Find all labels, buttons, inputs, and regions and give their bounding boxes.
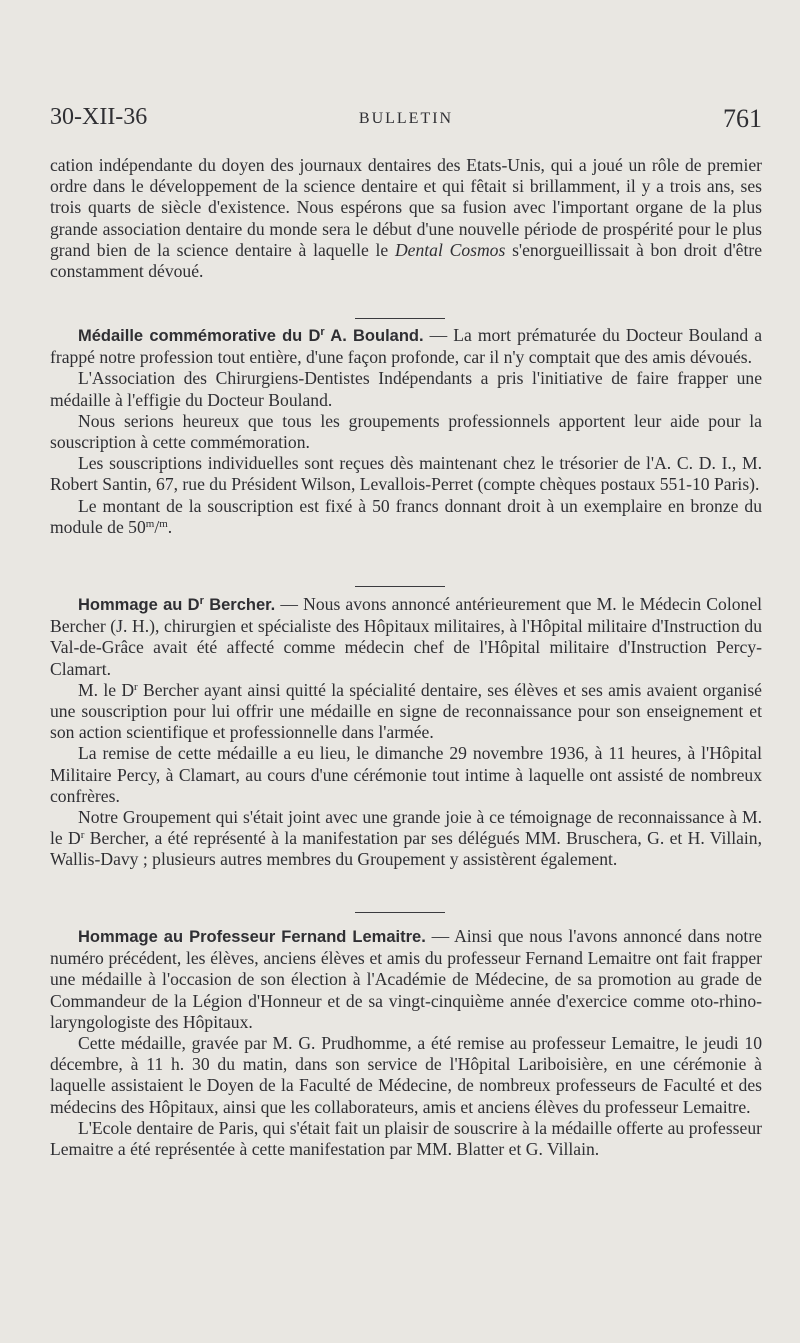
section-divider (355, 912, 445, 913)
section-heading: Médaille commémorative du $D^r$ A. Bouland. (78, 326, 424, 345)
section-paragraph: L'Ecole dentaire de Paris, qui s'était fait un plaisir de souscrire à la médaille offerte au professeur Lemaitre a été représentée à cette manifestation par MM. Blatter et G. Villain. (50, 1117, 762, 1160)
section-paragraph: M. le $D^r$ Bercher ayant ainsi quitté la spécialité dentaire, ses élèves et ses amis avaient organisé une souscription pour lui offrir une médaille en signe de reconnaissance pour son enseignement et son action scientifique et professionnelle dans l'armée. (50, 679, 762, 743)
section-bercher (50, 594, 762, 871)
section-paragraph: La remise de cette médaille a eu lieu, le dimanche 29 novembre 1936, à 11 heures, à l'Hôpital Militaire Percy, à Clamart, au cours d'une cérémonie tout intime à laquelle ont assisté de nombreux confrères. (50, 743, 762, 806)
section-paragraph: Notre Groupement qui s'était joint avec une grande joie à ce témoignage de reconnaissance à M. le $D^r$ Bercher, a été représenté à la manifestation par ses délégués MM. Bruschera, G. et H. Villain, Wallis-Davy ; plusieurs autres membres du Groupement y assistèrent également. (50, 807, 762, 870)
intro-paragraph: cation indépendante du doyen des journaux dentaires des Etats-Unis, qui a joué un rôle de premier ordre dans le développement de la science dentaire et qui fêtait si brillamment, il y a trois ans, ses trois quarts de siècle d'existence. Nous espérons que sa fusion avec l'important organe de la plus grande association dentaire du monde sera le début d'une nouvelle période de prospérité pour le plus grand bien de la science dentaire à laquelle le Dental Cosmos s'enorgueillissait à bon droit d'être constamment dévoué. (50, 155, 762, 282)
intro-section (50, 155, 762, 282)
section-paragraph: Hommage au Professeur Fernand Lemaitre. — Ainsi que nous l'avons annoncé dans notre numéro précédent, les élèves, anciens élèves et amis du professeur Fernand Lemaitre ont fait frapper une médaille à l'occasion de son élection à l'Académie de Médecine, de sa promotion au grade de Commandeur de la Légion d'Honneur et de sa vingt-cinquième année d'exercice comme oto-rhino-laryngologiste des Hôpitaux. (50, 926, 762, 1032)
issue-date: 30-XII-36 (50, 104, 148, 130)
section-heading: Hommage au $D^r$ Bercher. (78, 595, 276, 614)
section-divider (355, 586, 445, 587)
section-paragraph: Nous serions heureux que tous les groupements professionnels apportent leur aide pour la souscription à cette commémoration. (50, 410, 762, 453)
section-lemaitre (50, 926, 762, 1160)
journal-name: Dental Cosmos (394, 239, 506, 260)
section-paragraph: Le montant de la souscription est fixé à 50 francs donnant droit à un exemplaire en bronze du module de 50$^m$/$^m$. (50, 495, 762, 537)
page-number: 761 (723, 104, 762, 133)
running-header (50, 104, 762, 136)
section-paragraph: Médaille commémorative du $D^r$ A. Bouland. — La mort prématurée du Docteur Bouland a frappé notre profession tout entière, d'une façon profonde, car il n'y comptait que des amis dévoués. (50, 325, 762, 368)
section-paragraph: Les souscriptions individuelles sont reçues dès maintenant chez le trésorier de l'A. C. D. I., M. Robert Santin, 67, rue du Président Wilson, Levallois-Perret (compte chèques postaux 551-10 Paris). (50, 453, 762, 495)
section-paragraph: Cette médaille, gravée par M. G. Prudhomme, a été remise au professeur Lemaitre, le jeudi 10 décembre, à 11 h. 30 du matin, dans son service de l'Hôpital Lariboisière, en une cérémonie à laquelle assistaient le Doyen de la Faculté de Médecine, de nombreux professeurs de Faculté et des médecins des Hôpitaux, ainsi que les collaborateurs, amis et anciens élèves du professeur Lemaitre. (50, 1033, 762, 1117)
section-bouland (50, 325, 762, 538)
section-paragraph: L'Association des Chirurgiens-Dentistes Indépendants a pris l'initiative de faire frapper une médaille à l'effigie du Docteur Bouland. (50, 368, 762, 410)
section-paragraph: Hommage au $D^r$ Bercher. — Nous avons annoncé antérieurement que M. le Médecin Colonel Bercher (J. H.), chirurgien et spécialiste des Hôpitaux militaires, à l'Hôpital militaire d'Instruction du Val-de-Grâce avait été affecté comme médecin chef de l'Hôpital militaire d'Instruction Percy-Clamart. (50, 594, 763, 679)
journal-title: BULLETIN (358, 110, 454, 127)
section-divider (355, 318, 445, 319)
section-heading: Hommage au Professeur Fernand Lemaitre. (78, 928, 426, 946)
